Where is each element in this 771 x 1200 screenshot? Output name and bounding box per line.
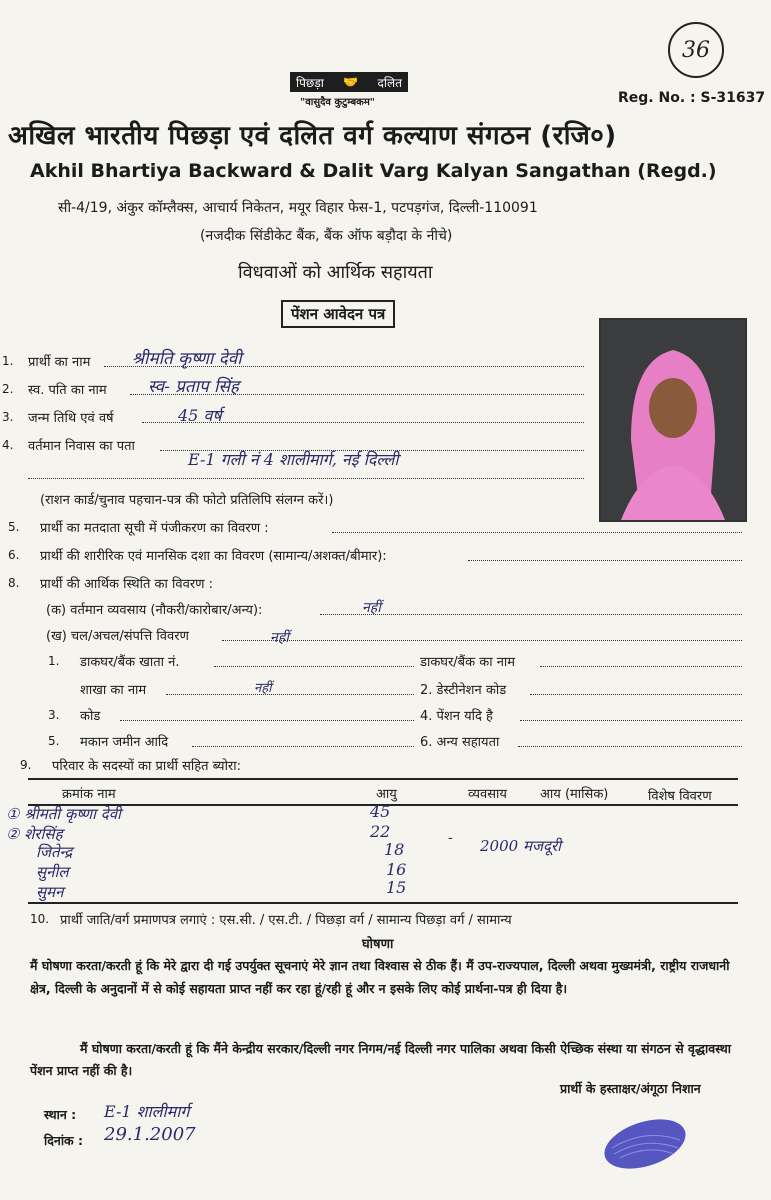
photo-portrait-icon [601,320,745,520]
title-english: Akhil Bhartiya Backward & Dalit Varg Kalyan Sangathan (Regd.) [30,160,717,182]
husband-name-label: स्व. पति का नाम [28,383,107,398]
field-3-number: 3. [2,410,14,424]
field-6-number: 6. [8,548,20,562]
table-header-name: क्रमांक नाम [62,787,116,802]
reg-number: Reg. No. : S-31637 [618,90,766,106]
bank-name-line [540,666,742,667]
field-5-number: 5. [8,520,20,534]
table-row [6,804,121,824]
bank-name-label: डाकघर/बैंक का नाम [420,655,516,670]
table-row [36,862,69,882]
logo-right-text: दलित [377,75,402,90]
thumb-impression [600,1118,690,1170]
declaration-paragraph-2: मैं घोषणा करता/करती हूं कि मैंने केन्द्रीय सरकार/दिल्ली नगर निगम/नई दिल्ली नगर पालिका अथवा किसी ऐच्छिक संस्था या संगठन से वृद्धावस्था पेंशन प्राप्त नहीं की है। [30,1041,731,1078]
date-value: 29.1.2007 [104,1124,196,1145]
signature-label: प्रार्थी के हस्ताक्षर/अंगूठा निशान [560,1081,701,1096]
voter-list-label: प्रार्थी का मतदाता सूची में पंजीकरण का विवरण : [40,521,269,536]
other-help-line [518,746,742,747]
family-member-age: 22 [370,822,391,841]
applicant-name-label: प्रार्थी का नाम [28,355,91,370]
field-4-number: 4. [2,438,14,452]
family-member-age: 45 [370,802,391,821]
declaration-title: घोषणा [362,937,394,952]
table-row [36,882,63,902]
family-member-age: 15 [386,878,407,897]
applicant-photo [599,318,747,522]
financial-status-label: प्रार्थी की आर्थिक स्थिति का विवरण : [40,577,214,592]
bank-account-label: डाकघर/बैंक खाता नं. [80,655,180,670]
property-line [222,640,742,641]
bank-account-line [214,666,414,667]
ration-card-note: (राशन कार्ड/चुनाव पहचान-पत्र की फोटो प्रतिलिपि संलग्न करें।) [40,493,334,508]
family-member-name: ① श्रीमती कृष्णा देवी [6,805,121,823]
husband-name-value: स्व- प्रताप सिंह [148,377,239,397]
health-label: प्रार्थी की शारीरिक एवं मानसिक दशा का विवरण (सामान्य/अशक्त/बीमार): [40,549,387,564]
address-label: वर्तमान निवास का पता [28,439,135,454]
bank-3-number: 3. [48,708,60,722]
organization-logo [290,72,408,92]
table-header-remarks: विशेष विवरण [648,789,712,804]
code-label: कोड [80,709,101,724]
house-land-line [192,746,414,747]
branch-label: शाखा का नाम [80,683,147,698]
form-title: पेंशन आवेदन पत्र [281,300,395,328]
address: सी-4/19, अंकुर कॉम्लैक्स, आचार्य निकेतन, मयूर विहार फेस-1, पटपड़गंज, दिल्ली-110091 [58,200,538,216]
place-value: E-1 शालीमार्ग [104,1102,190,1121]
field-8-number: 8. [8,576,20,590]
family-member-name: जितेन्द्र [36,843,73,861]
field-10-number: 10. [30,912,50,926]
table-header-age: आयु [376,787,397,802]
declaration-paragraph-1: मैं घोषणा करता/करती हूं कि मेरे द्वारा दी गई उपर्युक्त सूचनाएं मेरे ज्ञान तथा विश्वास से ठीक हैं। मैं उप-राज्यपाल, दिल्ली अथवा मुख्यमंत्री, राष्ट्रीय राजधानी क्षेत्र, दिल्ली के अनुदानों में से कोई सहायता प्राप्त नहीं कर रहा हूं/रही हूं और न इसके लिए कोई प्रार्थना-पत्र ही दिया है। [30,958,730,996]
family-member-age: 16 [386,860,407,879]
branch-value: नहीं [254,681,272,696]
caste-certificate-label: प्रार्थी जाति/वर्ग प्रमाणपत्र लगाएं : एस.सी. / एस.टी. / पिछड़ा वर्ग / सामान्य पिछड़ा वर्ग / सामान्य [60,913,512,928]
family-member-name: ② शेरसिंह [6,825,63,843]
occupation-value: नहीं [362,600,381,616]
handshake-icon: 🤝 [343,75,359,89]
table-row [36,842,72,862]
logo-left-text: पिछड़ा [296,75,324,90]
date-label: दिनांक : [44,1133,84,1148]
branch-line [166,694,414,695]
family-member-income: 2000 मजदूरी [480,837,562,855]
table-bottom-rule [28,902,738,904]
table-top-rule [28,778,738,780]
table-header-occupation: व्यवसाय [468,787,507,802]
bank-1-number: 1. [48,654,60,668]
applicant-name-value: श्रीमति कृष्णा देवी [132,349,242,369]
destination-code-line [530,694,742,695]
bank-5-number: 5. [48,734,60,748]
pension-if-any-label: 4. पेंशन यदि है [420,709,493,724]
voter-list-line [332,532,742,533]
house-land-label: मकान जमीन आदि [80,735,169,750]
title-hindi: अखिल भारतीय पिछड़ा एवं दलित वर्ग कल्याण संगठन (रजि०) [8,121,617,151]
occupation-line [320,614,742,615]
pension-if-any-line [520,720,742,721]
address-note: (नजदीक सिंडीकेट बैंक, बैंक ऑफ बड़ौदा के नीचे) [200,228,453,244]
occupation-label: (क) वर्तमान व्यवसाय (नौकरी/कारोबार/अन्य): [46,603,263,618]
family-member-occupation: - [448,830,453,846]
place-label: स्थान : [44,1107,77,1122]
field-1-number: 1. [2,354,14,368]
table-row [6,824,63,844]
health-line [468,560,742,561]
family-label: परिवार के सदस्यों का प्रार्थी सहित ब्योरा: [52,759,241,774]
birth-date-label: जन्म तिथि एवं वर्ष [28,411,114,426]
field-2-number: 2. [2,382,14,396]
thumbprint-icon [600,1118,690,1170]
birth-date-value: 45 वर्ष [178,406,222,425]
address-line-2 [28,478,584,479]
property-value: नहीं [270,630,289,646]
code-line [120,720,414,721]
address-value: E-1 गली नं 4 शालीमार्ग, नई दिल्ली [188,450,399,469]
family-member-age: 18 [384,840,405,859]
table-header-income: आय (मासिक) [540,787,609,802]
family-member-name: सुमन [36,883,64,901]
subtitle: विधवाओं को आर्थिक सहायता [238,262,433,283]
family-member-name: सुनील [36,863,69,881]
page-mark: 36 [668,22,724,78]
property-label: (ख) चल/अचल/संपत्ति विवरण [46,629,189,644]
field-9-number: 9. [20,758,32,772]
other-help-label: 6. अन्य सहायता [420,735,500,750]
motto: "वासुदैव कुटुम्बकम" [300,97,376,108]
destination-code-label: 2. डेस्टीनेशन कोड [420,683,507,698]
